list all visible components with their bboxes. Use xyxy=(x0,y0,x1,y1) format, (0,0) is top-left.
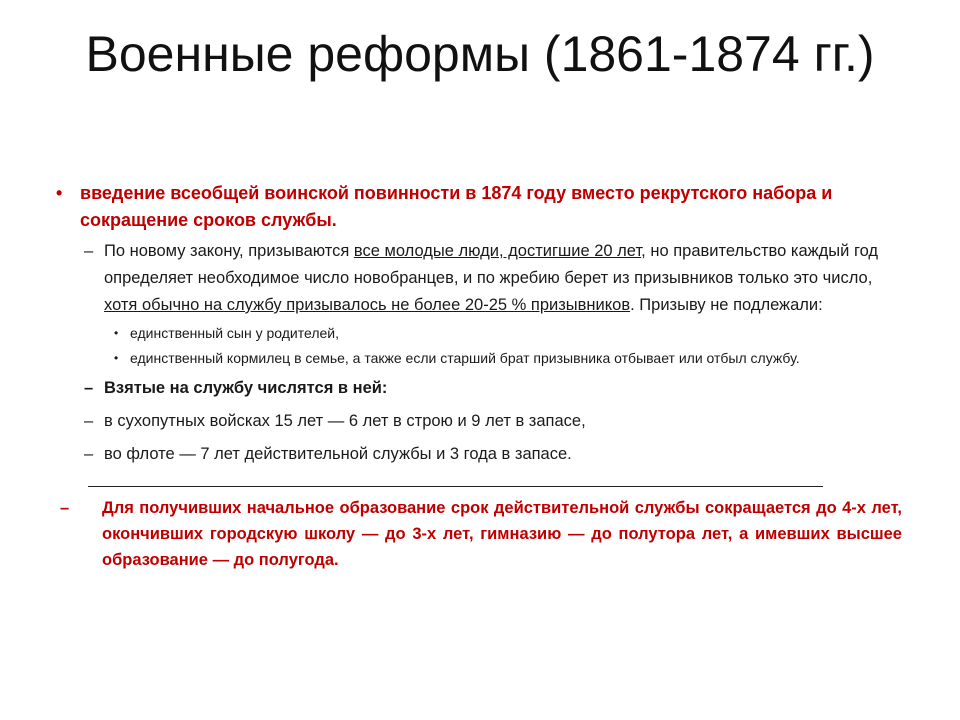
term-item xyxy=(56,441,906,468)
main-point-text: введение всеобщей воинской повинности в 1874 году вместо рекрутского набора и сокращение сроков службы. xyxy=(80,183,833,230)
exemption-item xyxy=(56,322,906,344)
dash-marker: – xyxy=(60,499,70,517)
education-note-text: Для получивших начальное образование срок действительной службы сокращается до 4-х лет, окончивших городскую школу — до 3-х лет, гимназию — до полутора лет, а имевших высшее образование — до полугода. xyxy=(102,499,902,569)
main-bullet xyxy=(56,180,906,234)
slide-content xyxy=(56,180,906,573)
slide-title: Военные реформы (1861-1874 гг.) xyxy=(85,26,875,82)
sub-bullet-dot: • xyxy=(114,351,119,365)
service-heading xyxy=(56,375,906,402)
law-text-3: . Призыву не подлежали: xyxy=(630,296,823,314)
bullet-dot: • xyxy=(56,183,63,203)
term-item xyxy=(56,408,906,435)
law-text-1: По новому закону, призываются xyxy=(104,242,354,260)
exemption-text: единственный сын у родителей, xyxy=(130,325,339,341)
service-heading-text: Взятые на службу числятся в ней: xyxy=(104,379,388,397)
dash-marker: – xyxy=(84,445,94,463)
law-underlined-1: все молодые люди, достигшие 20 лет xyxy=(353,242,642,260)
law-text-2: , но правительство каждый год определяет необходимое число новобранцев, и по жребию берет из призывников только это число, xyxy=(104,242,879,287)
law-paragraph xyxy=(56,238,906,319)
dash-marker: – xyxy=(84,379,94,397)
separator-line xyxy=(88,470,823,487)
dash-marker: – xyxy=(84,242,94,260)
law-underlined-2: хотя обычно на службу призывалось не более 20-25 % призывников xyxy=(104,296,631,314)
exemption-text: единственный кормилец в семье, а также если старший брат призывника отбывает или отбыл службу. xyxy=(130,350,800,366)
sub-bullet-dot: • xyxy=(114,326,119,340)
term-text: во флоте — 7 лет действительной службы и 3 года в запасе. xyxy=(104,445,572,463)
exemption-item xyxy=(56,347,906,369)
education-note xyxy=(56,495,902,573)
dash-marker: – xyxy=(84,412,94,430)
term-text: в сухопутных войсках 15 лет — 6 лет в строю и 9 лет в запасе, xyxy=(104,412,586,430)
